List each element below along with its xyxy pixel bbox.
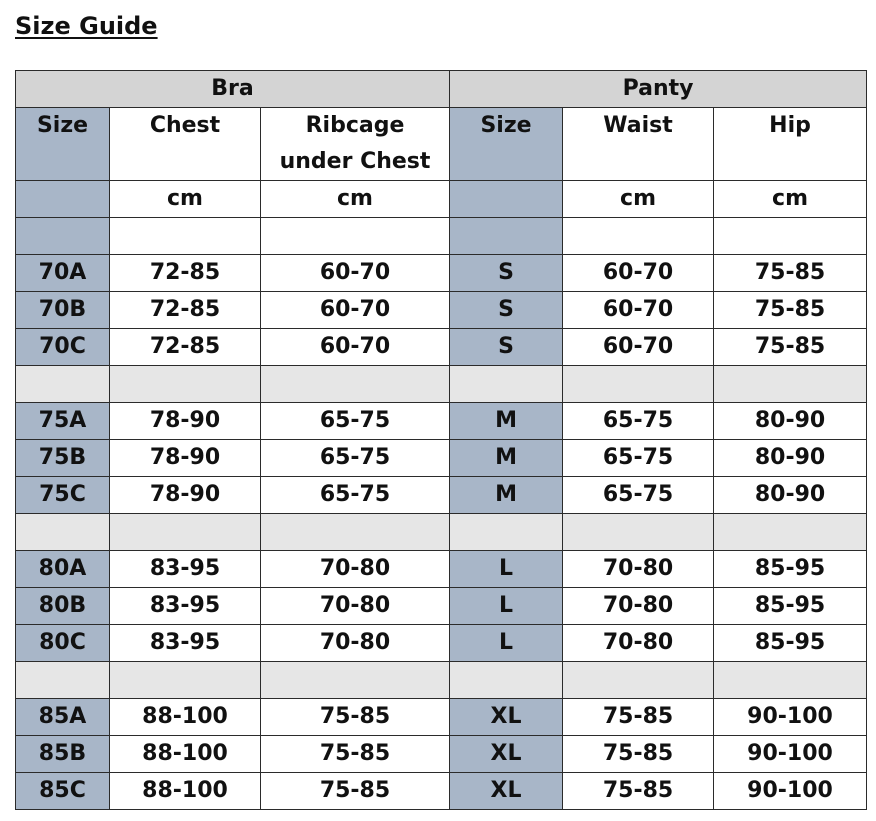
blank-cell xyxy=(261,218,450,255)
ribcage-cell: 65-75 xyxy=(261,403,450,440)
ribcage-cell: 60-70 xyxy=(261,292,450,329)
ribcage-cell: 75-85 xyxy=(261,699,450,736)
blank-row xyxy=(16,218,867,255)
panty-size-unit-cell xyxy=(450,181,563,218)
ribcage-cell: 75-85 xyxy=(261,736,450,773)
separator-cell xyxy=(110,514,261,551)
separator-cell xyxy=(261,514,450,551)
column-header-row xyxy=(16,108,867,181)
panty-size-header: Size xyxy=(450,108,563,181)
table-row xyxy=(16,551,867,588)
blank-cell xyxy=(16,218,110,255)
bra-size-cell: 75B xyxy=(16,440,110,477)
separator-cell xyxy=(450,514,563,551)
bra-size-cell: 75A xyxy=(16,403,110,440)
panty-group-header: Panty xyxy=(450,71,867,108)
separator-cell xyxy=(563,366,714,403)
separator-cell xyxy=(714,514,867,551)
table-row xyxy=(16,255,867,292)
hip-cell: 90-100 xyxy=(714,773,867,810)
separator-cell xyxy=(563,514,714,551)
separator-cell xyxy=(16,514,110,551)
bra-size-header: Size xyxy=(16,108,110,181)
table-row xyxy=(16,699,867,736)
hip-cell: 75-85 xyxy=(714,292,867,329)
blank-cell xyxy=(714,218,867,255)
chest-cell: 72-85 xyxy=(110,329,261,366)
panty-size-cell: XL xyxy=(450,773,563,810)
ribcage-cell: 65-75 xyxy=(261,477,450,514)
chest-cell: 88-100 xyxy=(110,773,261,810)
waist-cell: 75-85 xyxy=(563,736,714,773)
separator-row xyxy=(16,662,867,699)
chest-cell: 83-95 xyxy=(110,625,261,662)
panty-size-cell: L xyxy=(450,588,563,625)
hip-cell: 85-95 xyxy=(714,588,867,625)
hip-cell: 85-95 xyxy=(714,625,867,662)
chest-cell: 83-95 xyxy=(110,588,261,625)
ribcage-cell: 65-75 xyxy=(261,440,450,477)
waist-cell: 70-80 xyxy=(563,588,714,625)
ribcage-header-line2: under Chest xyxy=(279,149,431,174)
hip-cell: 90-100 xyxy=(714,699,867,736)
table-row xyxy=(16,625,867,662)
waist-cell: 60-70 xyxy=(563,255,714,292)
waist-cell: 70-80 xyxy=(563,551,714,588)
bra-size-cell: 85C xyxy=(16,773,110,810)
panty-size-cell: S xyxy=(450,292,563,329)
hip-cell: 80-90 xyxy=(714,477,867,514)
separator-cell xyxy=(714,662,867,699)
ribcage-cell: 75-85 xyxy=(261,773,450,810)
chest-cell: 78-90 xyxy=(110,403,261,440)
waist-cell: 75-85 xyxy=(563,699,714,736)
separator-cell xyxy=(16,366,110,403)
ribcage-cell: 70-80 xyxy=(261,551,450,588)
table-row xyxy=(16,403,867,440)
chest-cell: 78-90 xyxy=(110,440,261,477)
separator-cell xyxy=(563,662,714,699)
hip-header: Hip xyxy=(714,108,867,181)
bra-size-cell: 70C xyxy=(16,329,110,366)
ribcage-cell: 70-80 xyxy=(261,588,450,625)
waist-cell: 60-70 xyxy=(563,292,714,329)
table-row xyxy=(16,736,867,773)
waist-header: Waist xyxy=(563,108,714,181)
bra-size-cell: 85A xyxy=(16,699,110,736)
ribcage-cell: 60-70 xyxy=(261,255,450,292)
waist-cell: 65-75 xyxy=(563,403,714,440)
bra-size-cell: 80A xyxy=(16,551,110,588)
panty-size-cell: L xyxy=(450,551,563,588)
group-header-row xyxy=(16,71,867,108)
size-guide-table xyxy=(15,70,867,810)
separator-cell xyxy=(261,366,450,403)
hip-cell: 85-95 xyxy=(714,551,867,588)
chest-cell: 72-85 xyxy=(110,292,261,329)
panty-size-cell: M xyxy=(450,440,563,477)
panty-size-cell: S xyxy=(450,329,563,366)
chest-unit: cm xyxy=(110,181,261,218)
waist-unit: cm xyxy=(563,181,714,218)
bra-size-cell: 70B xyxy=(16,292,110,329)
panty-size-cell: L xyxy=(450,625,563,662)
bra-size-cell: 80C xyxy=(16,625,110,662)
waist-cell: 60-70 xyxy=(563,329,714,366)
blank-cell xyxy=(450,218,563,255)
waist-cell: 70-80 xyxy=(563,625,714,662)
bra-size-cell: 75C xyxy=(16,477,110,514)
bra-size-cell: 70A xyxy=(16,255,110,292)
table-row xyxy=(16,329,867,366)
chest-cell: 88-100 xyxy=(110,699,261,736)
hip-cell: 80-90 xyxy=(714,403,867,440)
bra-size-unit-cell xyxy=(16,181,110,218)
chest-cell: 78-90 xyxy=(110,477,261,514)
panty-size-cell: S xyxy=(450,255,563,292)
chest-header: Chest xyxy=(110,108,261,181)
separator-cell xyxy=(261,662,450,699)
blank-cell xyxy=(110,218,261,255)
table-row xyxy=(16,477,867,514)
bra-size-cell: 85B xyxy=(16,736,110,773)
table-row xyxy=(16,773,867,810)
hip-cell: 80-90 xyxy=(714,440,867,477)
table-row xyxy=(16,588,867,625)
chest-cell: 83-95 xyxy=(110,551,261,588)
separator-row xyxy=(16,366,867,403)
chest-cell: 88-100 xyxy=(110,736,261,773)
ribcage-header-line1: Ribcage xyxy=(305,113,405,138)
waist-cell: 65-75 xyxy=(563,440,714,477)
separator-cell xyxy=(450,366,563,403)
hip-unit: cm xyxy=(714,181,867,218)
waist-cell: 75-85 xyxy=(563,773,714,810)
separator-cell xyxy=(110,662,261,699)
page-title: Size Guide xyxy=(15,12,158,40)
ribcage-header xyxy=(261,108,450,181)
table-row xyxy=(16,292,867,329)
ribcage-cell: 60-70 xyxy=(261,329,450,366)
table-row xyxy=(16,440,867,477)
bra-group-header: Bra xyxy=(16,71,450,108)
ribcage-cell: 70-80 xyxy=(261,625,450,662)
panty-size-cell: M xyxy=(450,403,563,440)
hip-cell: 90-100 xyxy=(714,736,867,773)
separator-row xyxy=(16,514,867,551)
panty-size-cell: XL xyxy=(450,699,563,736)
separator-cell xyxy=(16,662,110,699)
chest-cell: 72-85 xyxy=(110,255,261,292)
hip-cell: 75-85 xyxy=(714,255,867,292)
separator-cell xyxy=(714,366,867,403)
blank-cell xyxy=(563,218,714,255)
separator-cell xyxy=(110,366,261,403)
separator-cell xyxy=(450,662,563,699)
bra-size-cell: 80B xyxy=(16,588,110,625)
panty-size-cell: XL xyxy=(450,736,563,773)
hip-cell: 75-85 xyxy=(714,329,867,366)
unit-row xyxy=(16,181,867,218)
panty-size-cell: M xyxy=(450,477,563,514)
waist-cell: 65-75 xyxy=(563,477,714,514)
ribcage-unit: cm xyxy=(261,181,450,218)
